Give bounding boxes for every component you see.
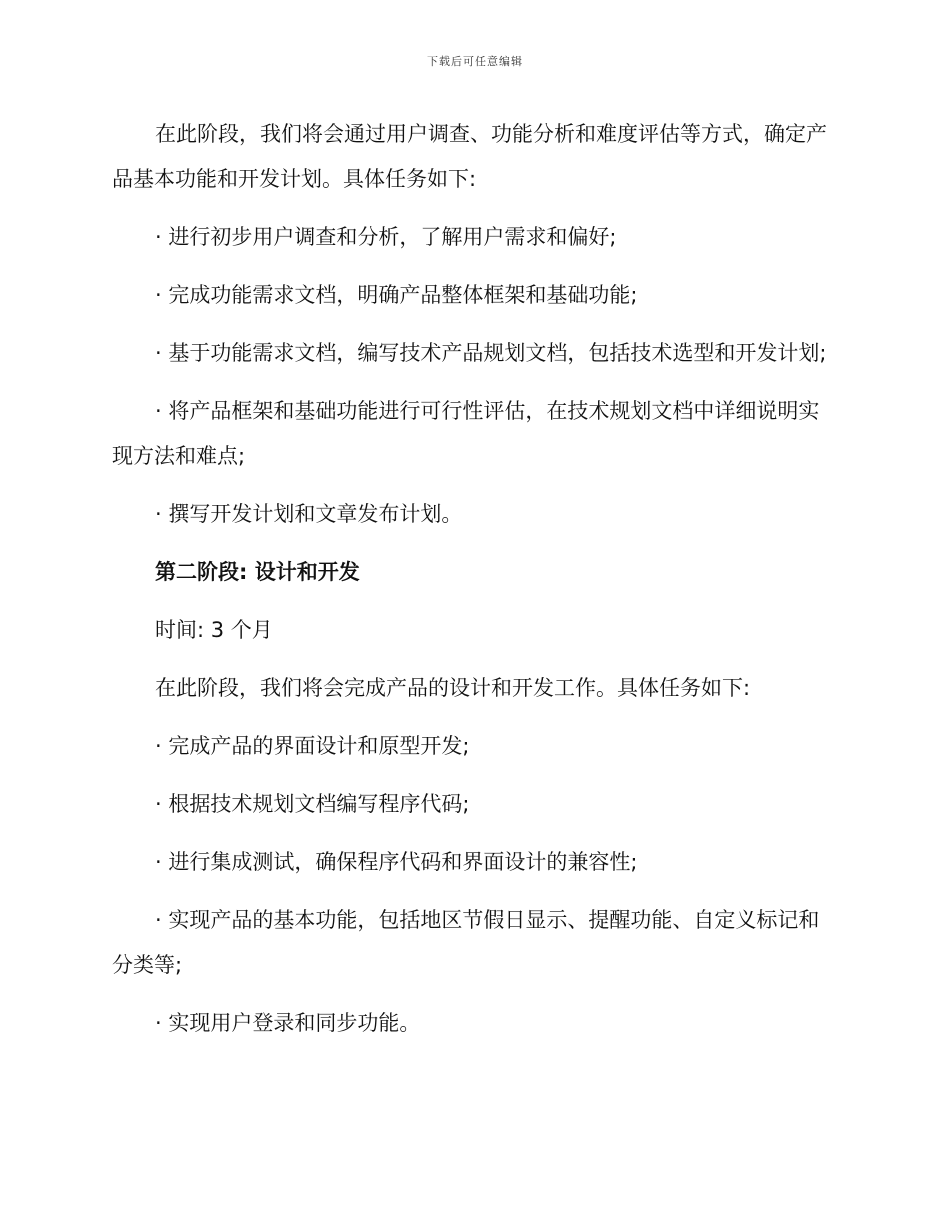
document-body xyxy=(112,112,832,1059)
phase2-bullet-4: · 实现产品的基本功能，包括地区节假日显示、提醒功能、自定义标记和分类等; xyxy=(112,908,820,977)
phase1-bullet-1: · 进行初步用户调查和分析，了解用户需求和偏好; xyxy=(155,225,617,249)
phase2-intro-paragraph: 在此阶段，我们将会完成产品的设计和开发工作。具体任务如下: xyxy=(155,676,751,700)
phase2-time: 时间: 3 个月 xyxy=(155,618,273,642)
phase2-bullet-1: · 完成产品的界面设计和原型开发; xyxy=(155,734,470,758)
phase2-heading: 第二阶段: 设计和开发 xyxy=(155,560,360,584)
phase2-bullet-5: · 实现用户登录和同步功能。 xyxy=(155,1011,421,1035)
phase1-bullet-4: · 将产品框架和基础功能进行可行性评估，在技术规划文档中详细说明实现方法和难点; xyxy=(112,399,820,468)
phase2-bullet-2: · 根据技术规划文档编写程序代码; xyxy=(155,792,470,816)
page-header: 下载后可任意编辑 xyxy=(427,55,523,68)
phase1-bullet-5: · 撰写开发计划和文章发布计划。 xyxy=(155,502,463,526)
phase1-bullet-2: · 完成功能需求文档，明确产品整体框架和基础功能; xyxy=(155,283,638,307)
phase1-intro-paragraph: 在此阶段，我们将会通过用户调查、功能分析和难度评估等方式，确定产品基本功能和开发计划。具体任务如下: xyxy=(112,122,827,191)
phase2-bullet-3: · 进行集成测试，确保程序代码和界面设计的兼容性; xyxy=(155,850,638,874)
phase1-bullet-3: · 基于功能需求文档，编写技术产品规划文档，包括技术选型和开发计划; xyxy=(155,341,827,365)
